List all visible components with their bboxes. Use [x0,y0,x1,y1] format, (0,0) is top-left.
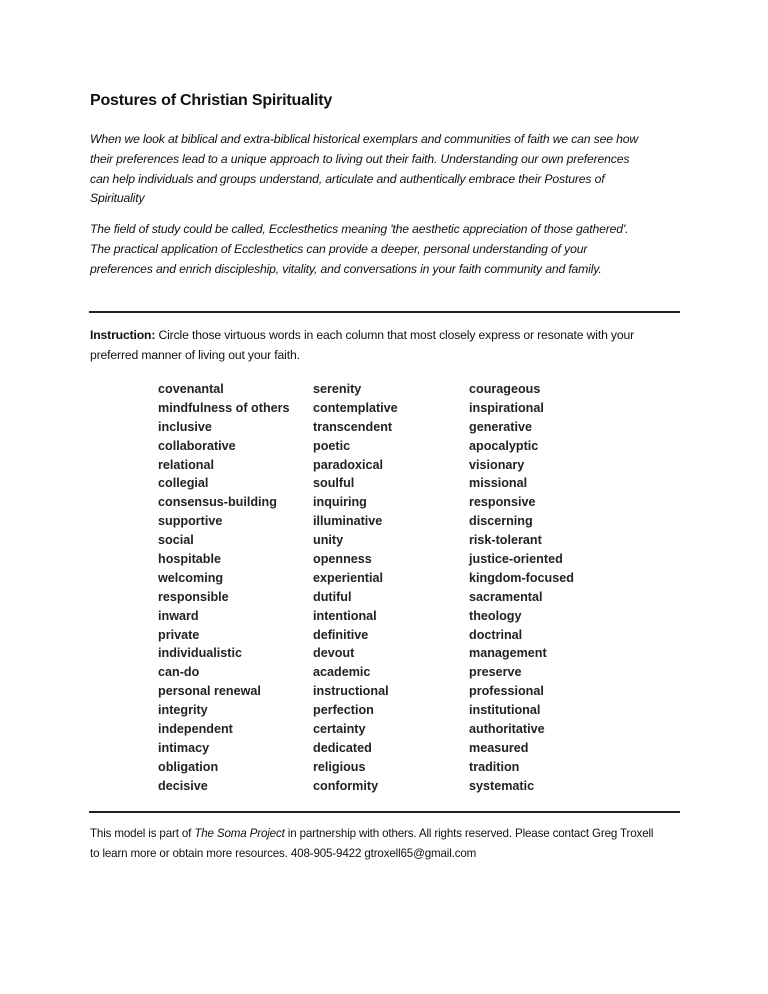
virtue-word[interactable]: supportive [158,514,223,529]
virtue-word[interactable]: consensus-building [158,495,277,510]
virtue-word[interactable]: theology [469,608,522,623]
instruction-text: Circle those virtuous words in each column that most closely express or resonate with your [155,328,635,342]
virtue-word[interactable]: risk-tolerant [469,533,542,548]
virtue-word[interactable]: sacramental [469,589,543,604]
virtue-word[interactable]: integrity [158,703,208,718]
virtue-word[interactable]: inquiring [313,495,367,510]
virtue-word[interactable]: tradition [469,759,520,774]
project-name: The Soma Project [194,827,285,840]
virtue-word[interactable]: generative [469,419,532,434]
instruction-label: Instruction: [90,328,156,342]
virtue-word[interactable]: courageous [469,382,541,396]
intro-line: their preferences lead to a unique approach to living out their faith. Understanding our own preferences [90,152,630,166]
virtue-word[interactable]: contemplative [313,400,398,415]
virtue-word[interactable]: relational [158,457,214,472]
virtue-word[interactable]: management [469,646,547,661]
virtue-word[interactable]: independent [158,722,233,737]
intro-line: preferences and enrich discipleship, vitality, and conversations in your faith community and family. [90,262,602,276]
virtue-word[interactable]: covenantal [158,382,224,396]
intro-line: The field of study could be called, Ecclesthetics meaning 'the aesthetic appreciation of those gathered'. [90,222,629,236]
virtue-word[interactable]: perfection [313,703,374,718]
virtue-word[interactable]: experiential [313,570,383,585]
virtue-word[interactable]: collegial [158,476,209,491]
virtue-word[interactable]: poetic [313,438,351,453]
virtue-word[interactable]: dutiful [313,589,352,604]
footer-text: This model is part of [90,827,195,840]
virtue-word[interactable]: responsible [158,589,229,604]
virtue-word[interactable]: academic [313,665,371,680]
virtue-word[interactable]: systematic [469,778,535,793]
virtue-word[interactable]: intentional [313,608,377,623]
virtue-word[interactable]: intimacy [158,740,210,755]
virtue-word[interactable]: serenity [313,382,362,396]
footer-line [90,827,653,840]
divider [89,811,680,813]
virtue-word[interactable]: devout [313,646,355,661]
virtue-word[interactable]: kingdom-focused [469,570,574,585]
virtue-word[interactable]: dedicated [313,740,372,755]
virtue-word[interactable]: justice-oriented [469,552,563,567]
virtue-word[interactable]: social [158,533,194,548]
virtue-word[interactable]: religious [313,759,366,774]
virtue-word[interactable]: missional [469,476,528,491]
virtue-word[interactable]: measured [469,740,529,755]
virtue-word[interactable]: inspirational [469,400,544,415]
virtue-word[interactable]: discerning [469,514,533,529]
intro-line: can help individuals and groups understand, articulate and authentically embrace their Postures of [90,172,605,186]
virtue-word[interactable]: inclusive [158,419,212,434]
word-column-2 [313,380,398,796]
virtue-word[interactable]: professional [469,684,544,699]
virtue-word[interactable]: openness [313,552,372,567]
intro-line: The practical application of Ecclesthetics can provide a deeper, personal understanding of your [90,242,588,256]
virtue-word[interactable]: preserve [469,665,522,680]
footer-text: in partnership with others. All rights reserved. Please contact Greg Troxell [284,827,654,840]
virtue-word[interactable]: instructional [313,684,389,699]
virtue-word[interactable]: paradoxical [313,457,383,472]
virtue-word[interactable]: obligation [158,759,219,774]
virtue-word[interactable]: authoritative [469,722,545,737]
instruction-line: preferred manner of living out your faith. [90,348,300,362]
word-column-3 [469,380,574,796]
virtue-word[interactable]: hospitable [158,552,221,567]
virtue-word[interactable]: collaborative [158,438,236,453]
virtue-word[interactable]: individualistic [158,646,242,661]
word-column-1 [158,380,290,796]
virtue-word[interactable]: responsive [469,495,536,510]
virtue-word[interactable]: unity [313,533,344,548]
virtue-word[interactable]: apocalyptic [469,438,539,453]
virtue-word[interactable]: private [158,627,200,642]
page-title: Postures of Christian Spirituality [90,92,333,109]
virtue-word[interactable]: doctrinal [469,627,523,642]
virtue-word[interactable]: decisive [158,778,208,793]
virtue-word[interactable]: mindfulness of others [158,400,290,415]
divider [89,311,680,313]
virtue-word[interactable]: conformity [313,778,379,793]
virtue-word[interactable]: transcendent [313,419,393,434]
virtue-word[interactable]: definitive [313,627,369,642]
virtue-word[interactable]: can-do [158,665,200,680]
virtue-word[interactable]: welcoming [158,570,224,585]
virtue-word[interactable]: certainty [313,722,366,737]
footer-line: to learn more or obtain more resources. 408-905-9422 gtroxell65@gmail.com [90,847,477,860]
virtue-word[interactable]: inward [158,608,199,623]
virtue-word[interactable]: soulful [313,476,355,491]
virtue-word[interactable]: visionary [469,457,525,472]
virtue-word[interactable]: illuminative [313,514,383,529]
intro-line: When we look at biblical and extra-biblical historical exemplars and communities of faith we can see how [90,132,639,146]
virtue-word[interactable]: personal renewal [158,684,261,699]
intro-line: Spirituality [90,191,145,205]
instruction-line [90,328,634,342]
virtue-word[interactable]: institutional [469,703,541,718]
